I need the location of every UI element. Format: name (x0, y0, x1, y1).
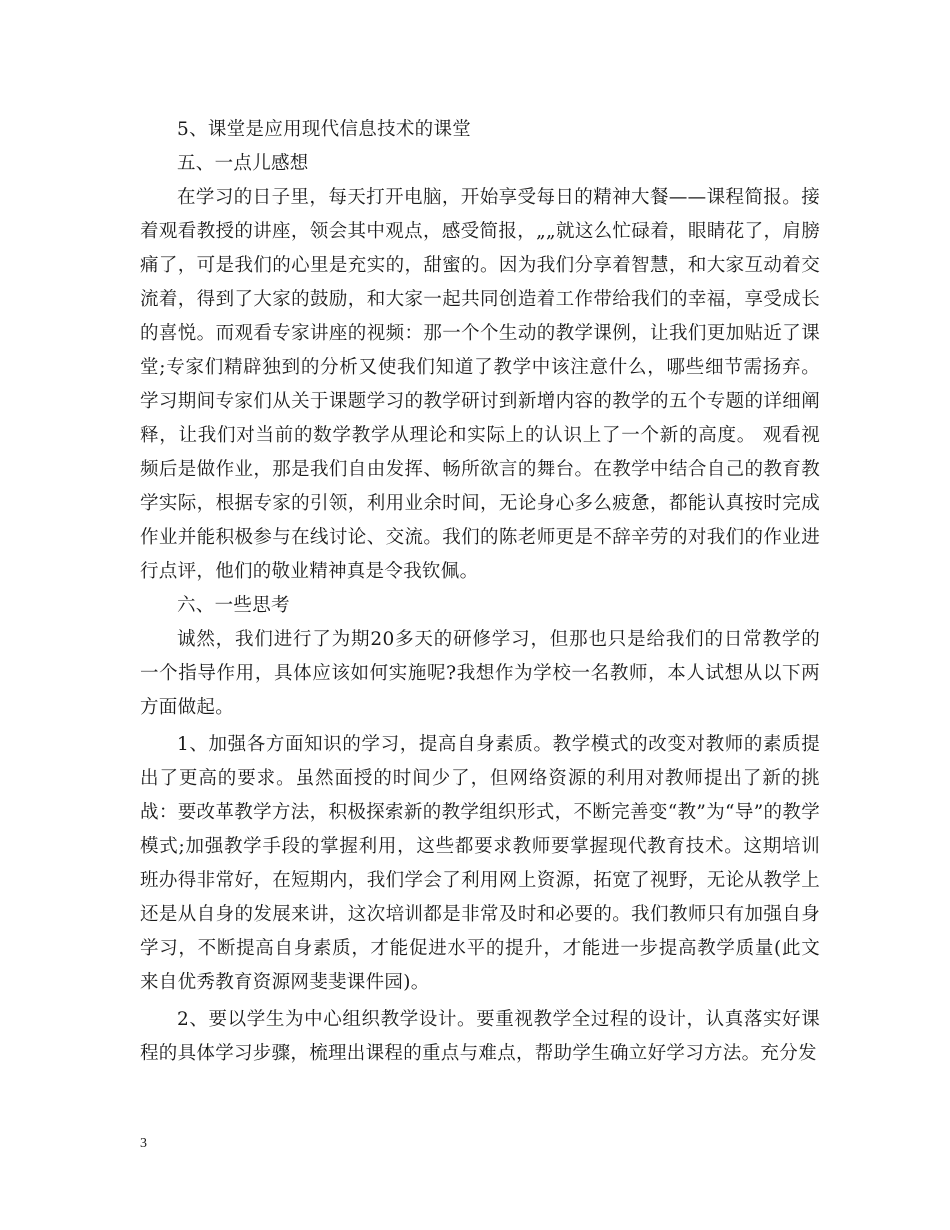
page-number: 3 (140, 1136, 147, 1151)
section-heading-6: 六、一些思考 (177, 595, 290, 616)
paragraph-thinking-intro: 诚然，我们进行了为期20多天的研修学习，但那也只是给我们的日常教学的一个指导作用，具体应该如何实施呢?我想作为学校一名教师，本人试想从以下两方面做起。 (140, 629, 820, 718)
document-body (140, 113, 820, 1071)
paragraph-reflections: 在学习的日子里，每天打开电脑，开始享受每日的精神大餐——课程简报。接着观看教授的讲座，领会其中观点，感受简报，„„就这么忙碌着，眼睛花了，肩膀痛了，可是我们的心里是充实的，甜蜜的。因为我们分享着智慧，和大家互动着交流着，得到了大家的鼓励，和大家一起共同创造着工作带给我们的幸福，享受成长的喜悦。而观看专家讲座的视频：那一个个生动的教学课例，让我们更加贴近了课堂;专家们精辟独到的分析又使我们知道了教学中该注意什么，哪些细节需扬弃。学习期间专家们从关于课题学习的教学研讨到新增内容的教学的五个专题的详细阐释，让我们对当前的数学教学从理论和实际上的认识上了一个新的高度。 观看视频后是做作业，那是我们自由发挥、畅所欲言的舞台。在教学中结合自己的教育教学实际，根据专家的引领，利用业余时间，无论身心多么疲惫，都能认真按时完成作业并能积极参与在线讨论、交流。我们的陈老师更是不辞辛劳的对我们的作业进行点评，他们的敬业精神真是令我钦佩。 (140, 187, 820, 582)
paragraph-point-1: 1、加强各方面知识的学习，提高自身素质。教学模式的改变对教师的素质提出了更高的要求。虽然面授的时间少了，但网络资源的利用对教师提出了新的挑战：要改革教学方法，积极探索新的教学组织形式，不断完善变“教”为“导”的教学模式;加强教学手段的掌握利用，这些都要求教师要掌握现代教育技术。这期培训班办得非常好，在短期内，我们学会了利用网上资源，拓宽了视野，无论从教学上还是从自身的发展来讲，这次培训都是非常及时和必要的。我们教师只有加强自身学习，不断提高自身素质，才能促进水平的提升，才能进一步提高教学质量(此文来自优秀教育资源网斐斐课件园)。 (140, 734, 820, 993)
paragraph-point-2: 2、要以学生为中心组织教学设计。要重视教学全过程的设计，认真落实好课程的具体学习步骤，梳理出课程的重点与难点，帮助学生确立好学习方法。充分发 (140, 1009, 820, 1064)
section-heading-5: 五、一点儿感想 (177, 153, 309, 174)
list-item-point-5: 5、课堂是应用现代信息技术的课堂 (177, 119, 472, 140)
